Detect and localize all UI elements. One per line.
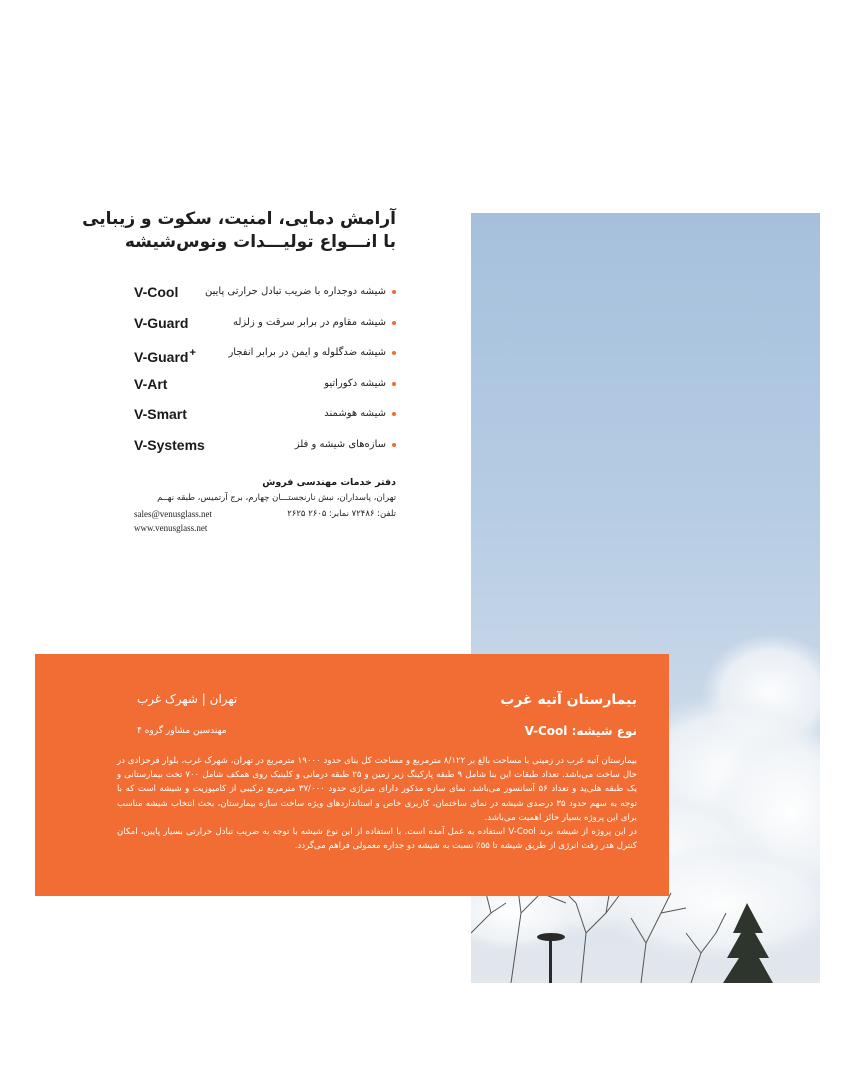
glass-type: نوع شیشه: V-Cool	[524, 724, 637, 738]
product-brand: V-Smart	[134, 406, 187, 422]
product-row	[134, 405, 396, 436]
product-description: سازه‌های شیشه و فلز	[294, 438, 386, 450]
product-description: شیشه مقاوم در برابر سرقت و زلزله	[232, 316, 386, 328]
bullet-icon	[392, 412, 396, 416]
product-row	[134, 283, 396, 314]
product-row	[134, 436, 396, 467]
project-description	[117, 754, 637, 853]
product-description: شیشه ضدگلوله و ایمن در برابر انفجار	[228, 347, 386, 358]
product-description: شیشه دکوراتیو	[324, 377, 386, 389]
headline-line-2: با انـــواع تولیـــدات ونوس‌شیشه	[124, 232, 396, 252]
product-brand: V-Guard+	[134, 347, 196, 365]
contact-email[interactable]: sales@venusglass.net	[134, 509, 213, 519]
description-paragraph: در این پروژه از شیشه برند V-Cool استفاده به عمل آمده است. با استفاده از این نوع شیشه با توجه به ضریب تبادل حرارتی بسیار پایین، امکان کنترل هدر رفت انرژی از طریق شیشه تا ۵۵٪ نسبت به شیشه دو جداره معمولی فراهم می‌گردد.	[117, 827, 637, 852]
contact-title: دفتر خدمات مهندسی فروش	[262, 477, 396, 488]
project-location: تهران | شهرک غرب	[137, 692, 238, 706]
product-description: شیشه هوشمند	[324, 408, 386, 419]
contact-website[interactable]: www.venusglass.net	[134, 523, 208, 533]
project-box	[35, 654, 669, 896]
product-brand: V-Art	[134, 375, 168, 392]
product-brand: V-Guard	[134, 314, 189, 331]
bullet-icon	[392, 443, 396, 447]
product-row	[134, 344, 396, 375]
bullet-icon	[392, 290, 396, 294]
headline-line-1: آرامش دمایی، امنیت، سکوت و زیبایی	[82, 209, 396, 229]
description-paragraph: بیمارستان آتیه غرب در زمینی با مساحت بالغ بر ۸/۱۲۲ مترمربع و مساحت کل بنای حدود ۱۹۰۰۰ مترمربع در تهران، شهرک غرب، بلوار فرحزادی در حال ساخت می‌باشد. تعداد طبقات این بنا شامل ۹ طبقه پارکینگ زیر زمین و ۲۵ طبقه درمانی و کلینیک روی همکف شامل ۷۰۰ تخت بیمارستانی و یک طبقه هلی‌پد و تعداد ۵۶ آسانسور می‌باشد. نمای سازه مذکور دارای متراژی حدود ۳۷/۰۰۰ مترمربع ترکیبی از کامپوزیت و شیشه است که با توجه به سهم حدود ۳۵ درصدی شیشه در نمای ساختمان، کاربری خاص و استانداردهای ویژه ساخت سازه بیمارستان، بحث انتخاب شیشه مناسب برای این پروژه بسیار حائز اهمیت می‌باشد.	[117, 756, 638, 823]
project-consultant: مهندسین مشاور گروه ۴	[137, 726, 227, 736]
plus-superscript: +	[189, 347, 196, 359]
product-row	[134, 375, 396, 406]
product-description: شیشه دوجداره با ضریب تبادل حرارتی پایین	[205, 286, 386, 297]
product-row	[134, 314, 396, 345]
contact-phone: تلفن: ۷۲۴۸۶ نمابر: ۲۶۰۵ ۲۶۲۵	[287, 509, 396, 519]
product-brand: V-Cool	[134, 284, 179, 300]
contact-address: تهران، پاسداران، نبش نارنجستـــان چهارم، برج آرتمیس، طبقه نهــم	[157, 493, 396, 503]
product-brand: V-Systems	[134, 436, 205, 453]
project-title: بیمارستان آتیه غرب	[500, 692, 637, 708]
headline	[82, 208, 396, 254]
bullet-icon	[392, 321, 396, 325]
product-list	[134, 283, 396, 466]
bullet-icon	[392, 382, 396, 386]
bullet-icon	[392, 351, 396, 355]
